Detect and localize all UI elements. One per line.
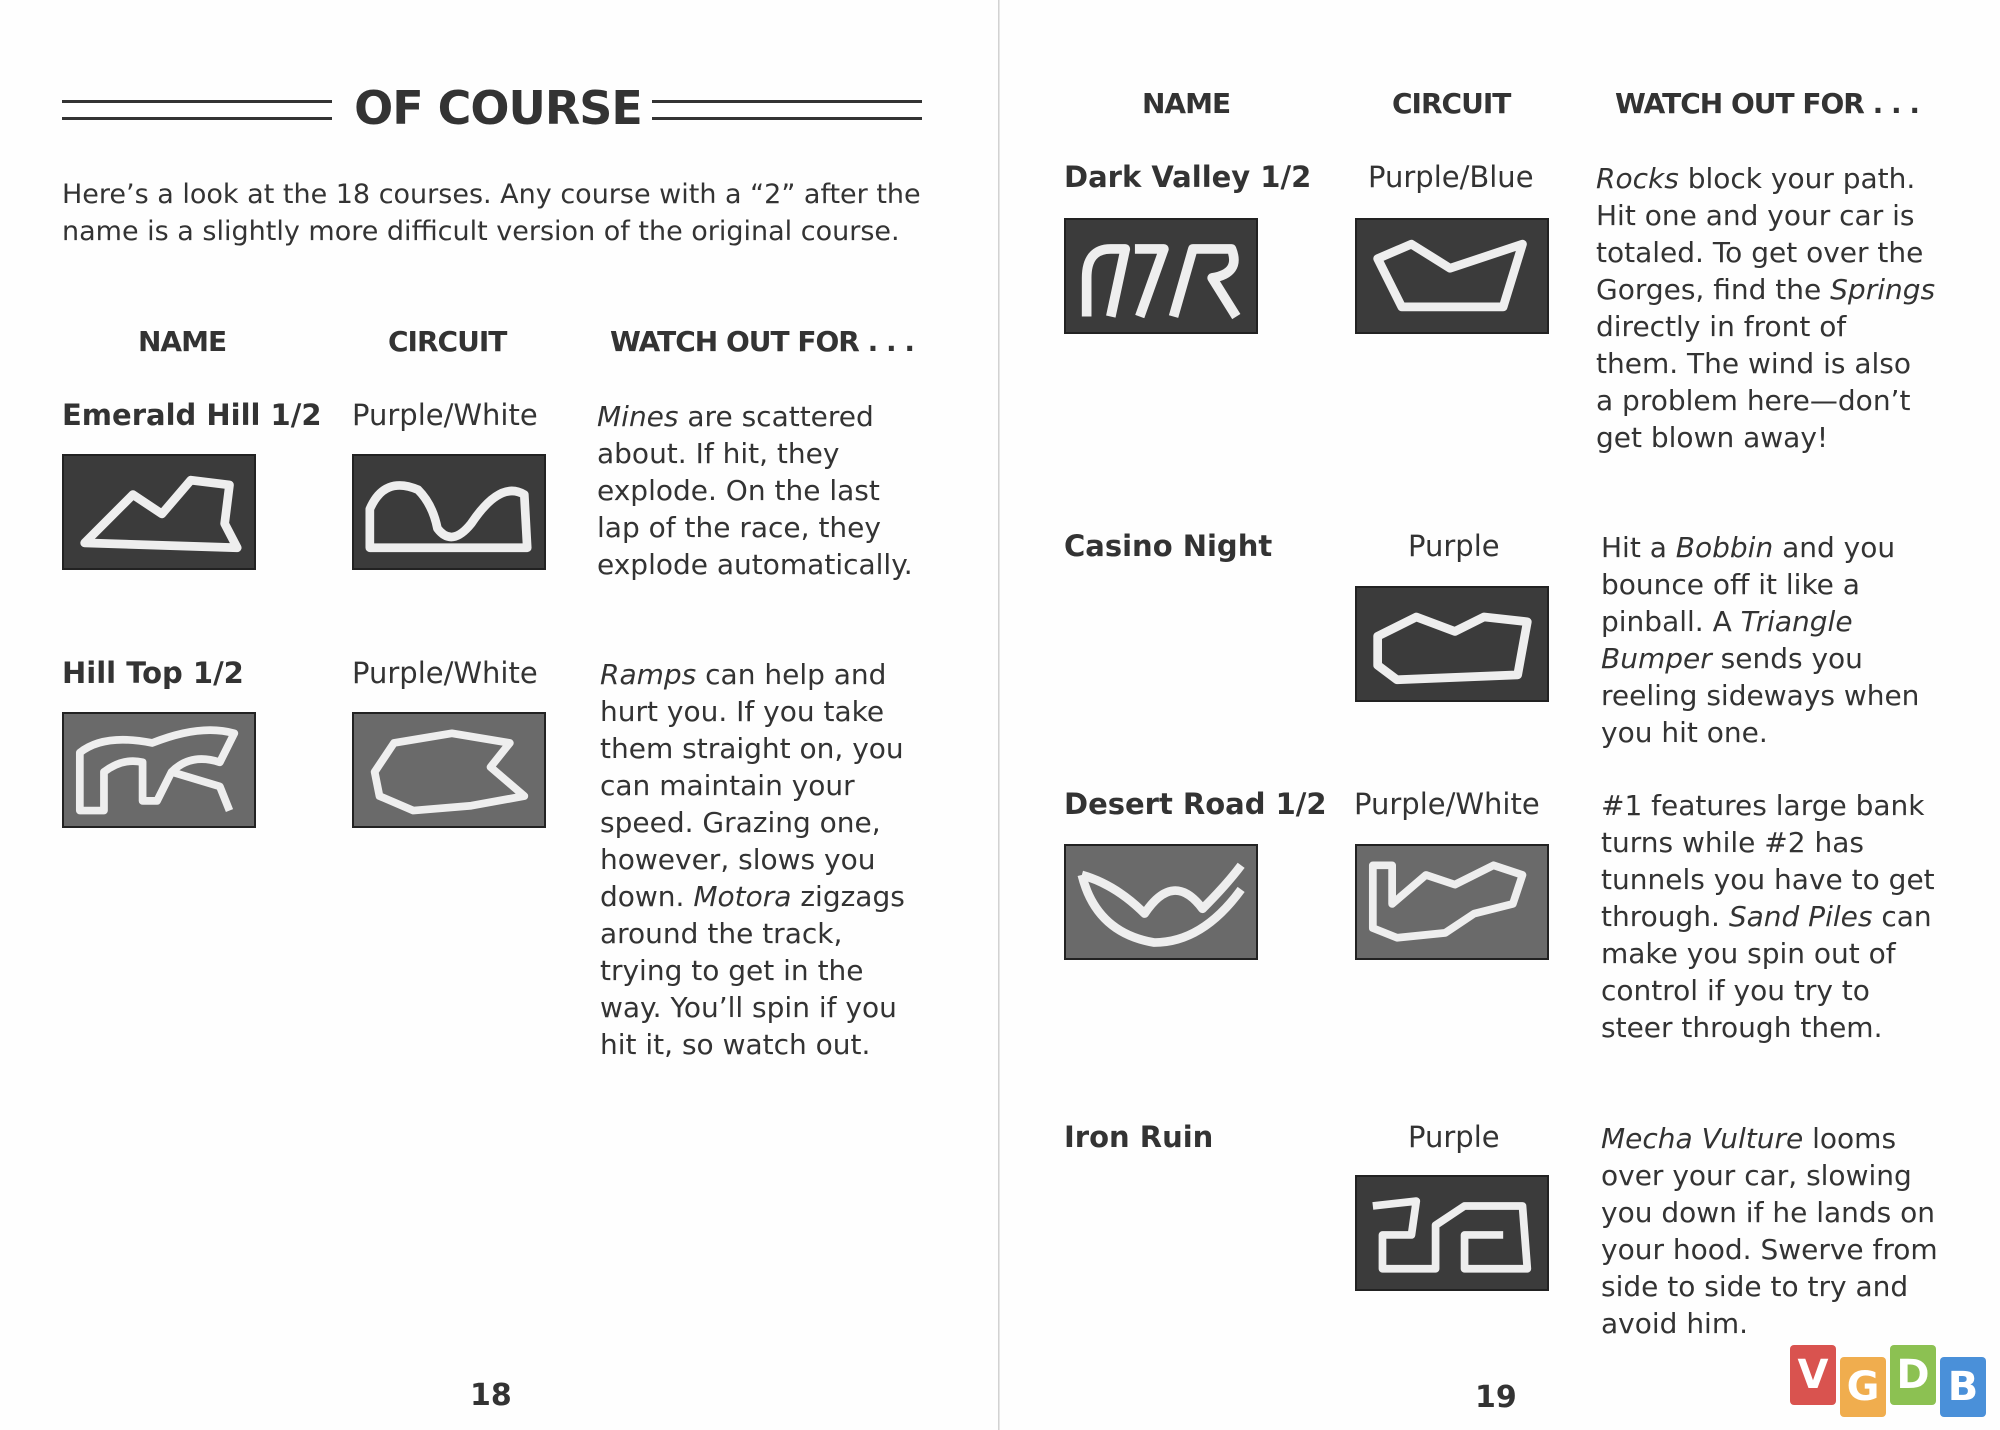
description-text: are scattered about. If hit, they explode. On the last lap of the race, they explode automatically. [597,400,913,581]
section-title-row [62,80,922,140]
course-name: Iron Ruin [1064,1120,1214,1154]
header-circuit: CIRCUIT [388,325,507,358]
track-map-thumbnail [352,712,546,828]
hazard-name: Motora [693,880,792,913]
description-text: can make you spin out of control if you try to steer through them. [1601,900,1932,1044]
header-name: NAME [1142,87,1231,120]
title-rule-left [62,100,332,120]
page-number: 19 [1475,1380,1517,1415]
hazard-name: Ramps [600,658,697,691]
course-name: Hill Top 1/2 [62,656,244,690]
track-map-thumbnail [1355,1175,1549,1291]
course-circuit: Purple/White [352,398,538,432]
course-description [597,398,927,583]
course-name: Dark Valley 1/2 [1064,160,1312,194]
course-circuit: Purple [1408,1120,1500,1154]
course-description [1596,160,1936,456]
description-text: Hit a [1601,531,1676,564]
hazard-name: Mines [597,400,679,433]
right-page [1000,0,2000,1430]
logo-letter: V [1790,1345,1836,1405]
hazard-name: Bobbin [1675,531,1774,564]
course-name: Desert Road 1/2 [1064,787,1327,821]
description-text: can help and hurt you. If you take them straight on, you can maintain your speed. Grazing one, however, slows you down. [600,658,904,913]
description-text: looms over your car, slowing you down if he lands on your hood. Swerve from side to side to try and avoid him. [1601,1122,1938,1340]
course-name: Emerald Hill 1/2 [62,398,322,432]
header-circuit: CIRCUIT [1392,87,1511,120]
vgdb-watermark-logo [1790,1345,1990,1420]
header-watch-out-for: WATCH OUT FOR . . . [610,325,914,358]
logo-letter: G [1840,1357,1886,1417]
track-map-thumbnail [352,454,546,570]
hazard-name: Sand Piles [1728,900,1873,933]
description-text: sends you reeling sideways when you hit one. [1601,642,1920,749]
section-title: OF COURSE [354,81,642,135]
track-map-thumbnail [62,712,256,828]
track-map-thumbnail [1064,844,1258,960]
page-number: 18 [470,1378,512,1413]
hazard-name: Rocks [1596,162,1679,195]
header-name: NAME [138,325,227,358]
description-text: #1 features large bank turns while #2 has tunnels you have to get through. [1601,789,1935,933]
description-text: and you bounce off it like a pinball. A [1601,531,1896,638]
hazard-name: Mecha Vulture [1601,1122,1804,1155]
logo-letter: B [1940,1357,1986,1417]
course-description [1601,1120,1941,1342]
course-circuit: Purple [1408,529,1500,563]
track-map-thumbnail [1355,218,1549,334]
description-text: block your path. Hit one and your car is totaled. To get over the Gorges, find the [1596,162,1924,306]
course-description [1601,529,1941,751]
track-map-thumbnail [1064,218,1258,334]
track-map-thumbnail [62,454,256,570]
hazard-name: Springs [1830,273,1936,306]
course-circuit: Purple/White [1354,787,1540,821]
logo-letter: D [1890,1345,1936,1405]
title-rule-right [652,100,922,120]
description-text: directly in front of them. The wind is also a problem here—don’t get blown away! [1596,310,1912,454]
track-map-thumbnail [1355,844,1549,960]
course-circuit: Purple/White [352,656,538,690]
course-circuit: Purple/Blue [1368,160,1534,194]
course-description [1601,787,1941,1046]
intro-paragraph: Here’s a look at the 18 courses. Any course with a “2” after the name is a slightly more difficult version of the original course. [62,179,921,247]
track-map-thumbnail [1355,586,1549,702]
course-description [600,656,930,1063]
header-watch-out-for: WATCH OUT FOR . . . [1615,87,1919,120]
description-text: zigzags around the track, trying to get in the way. You’ll spin if you hit it, so watch out. [600,880,905,1061]
course-name: Casino Night [1064,529,1273,563]
hazard-name: Triangle Bumper [1601,605,1853,675]
